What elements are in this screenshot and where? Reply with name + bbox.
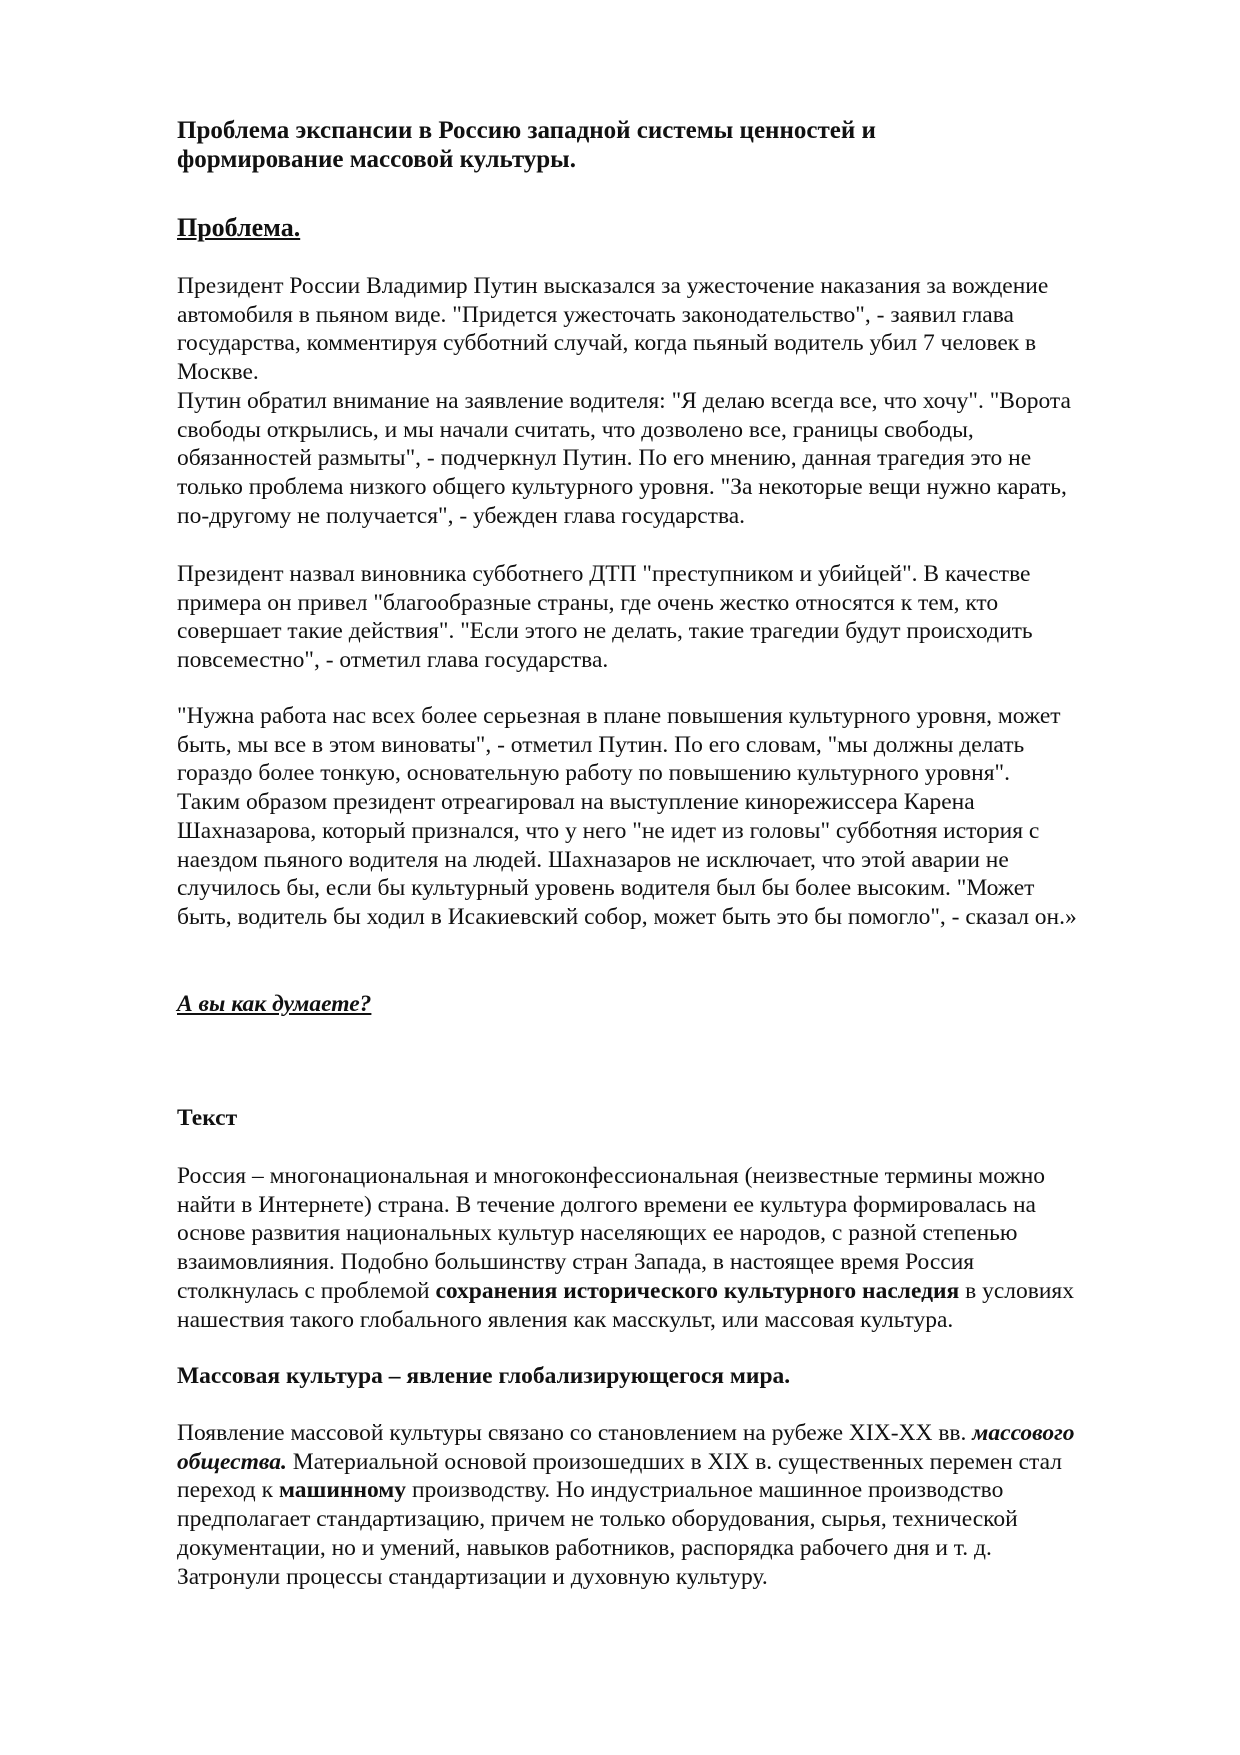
text-line — [177, 1534, 1177, 1563]
text-segment: столкнулась с проблемой — [177, 1277, 436, 1304]
text-segment: в условиях — [959, 1277, 1074, 1304]
question-heading: А вы как думаете? — [177, 991, 372, 1017]
text-segment: найти в Интернете) страна. В течение долгого времени ее культура формировалась на — [177, 1191, 1036, 1218]
text-line: Президент России Владимир Путин высказался за ужесточение наказания за вождение — [177, 273, 1049, 299]
text-line: по-другому не получается", - убежден глава государства. — [177, 502, 746, 529]
text-line: обязанностей размыты", - подчеркнул Путин. По его мнению, данная трагедия это не — [177, 445, 1032, 472]
text-line: повсеместно", - отметил глава государства. — [177, 647, 609, 674]
text-segment: взаимовлияния. Подобно большинству стран Запада, в настоящее время Россия — [177, 1249, 975, 1276]
text-segment: переход к — [177, 1477, 279, 1504]
text-line: только проблема низкого общего культурного уровня. "За некоторые вещи нужно карать, — [177, 473, 1067, 500]
text-segment: Затронули процессы стандартизации и духовную культуру. — [177, 1563, 768, 1590]
text-segment: Россия – многонациональная и многоконфессиональная (неизвестные термины можно — [177, 1163, 1046, 1189]
text-line — [177, 1448, 1177, 1477]
text-segment: Материальной основой произошедших в XIX в. существенных перемен стал — [286, 1448, 1062, 1475]
text-segment: производству. Но индустриальное машинное производство — [406, 1477, 1004, 1504]
emphasis-text: сохранения исторического культурного наследия — [435, 1277, 960, 1304]
text-line — [177, 1162, 1177, 1191]
title-line: Проблема экспансии в Россию западной системы ценностей и — [177, 117, 876, 144]
section-heading-text: Текст — [177, 1105, 238, 1131]
text-line: Таким образом президент отреагировал на выступление кинорежиссера Карена — [177, 789, 975, 816]
text-segment: основе развития национальных культур населяющих ее народов, с разной степенью — [177, 1220, 1018, 1247]
text-line — [177, 1505, 1177, 1534]
text-segment: Появление массовой культуры связано со становлением на рубеже XIX-XX вв. — [177, 1420, 973, 1446]
text-line: государства, комментируя субботний случай, когда пьяный водитель убил 7 человек в — [177, 330, 1037, 357]
document-title — [177, 116, 1177, 174]
section-heading-problem: Проблема. — [177, 213, 301, 242]
paragraph-news-2 — [177, 560, 1177, 675]
text-line: Шахназарова, который признался, что у него "не идет из головы" субботняя история с — [177, 817, 1040, 844]
text-segment: нашествия такого глобального явления как масскульт, или массовая культура. — [177, 1306, 954, 1333]
text-line — [177, 1191, 1177, 1220]
paragraph-news-3 — [177, 702, 1177, 932]
text-line: быть, мы все в этом виноваты", - отметил Путин. По его словам, "мы должны делать — [177, 731, 1025, 758]
text-line — [177, 1219, 1177, 1248]
text-line: гораздо более тонкую, основательную работу по повышению культурного уровня". — [177, 760, 1011, 787]
text-line: Путин обратил внимание на заявление водителя: "Я делаю всегда все, что хочу". "Ворота — [177, 387, 1071, 414]
text-line — [177, 1476, 1177, 1505]
text-line: свободы открылись, и мы начали считать, что дозволено все, границы свободы, — [177, 416, 974, 443]
text-line: случилось бы, если бы культурный уровень водителя был бы более высоким. "Может — [177, 875, 1035, 902]
text-line: Президент назвал виновника субботнего ДТП "преступником и убийцей". В качестве — [177, 561, 1031, 587]
text-line — [177, 1248, 1177, 1277]
text-segment: предполагает стандартизацию, причем не только оборудования, сырья, технической — [177, 1506, 1018, 1533]
text-line: Москве. — [177, 359, 259, 386]
paragraph-russia — [177, 1162, 1177, 1334]
paragraph-news-1 — [177, 272, 1177, 530]
title-line: формирование массовой культуры. — [177, 146, 576, 173]
text-line — [177, 1306, 1177, 1335]
text-line — [177, 1419, 1177, 1448]
text-segment: документации, но и умений, навыков работников, распорядка рабочего дня и т. д. — [177, 1534, 992, 1561]
emphasis-text: массового — [972, 1420, 1075, 1446]
text-line — [177, 1277, 1177, 1306]
text-line: "Нужна работа нас всех более серьезная в плане повышения культурного уровня, может — [177, 703, 1061, 729]
emphasis-text: общества. — [177, 1448, 287, 1475]
text-line: совершает такие действия". "Если этого не делать, такие трагедии будут происходить — [177, 618, 1033, 645]
paragraph-mass-society — [177, 1419, 1177, 1591]
text-line: примера он привел "благообразные страны, где очень жестко относятся к тем, кто — [177, 589, 999, 616]
text-line: автомобиля в пьяном виде. "Придется ужесточать законодательство", - заявил глава — [177, 301, 1014, 328]
text-line — [177, 1563, 1177, 1592]
text-line: быть, водитель бы ходил в Исакиевский собор, может быть это бы помогло", - сказал он.» — [177, 903, 1077, 930]
text-line: наездом пьяного водителя на людей. Шахназаров не исключает, что этой аварии не — [177, 846, 1009, 873]
emphasis-text: машинному — [278, 1477, 407, 1504]
subheading-mass-culture: Массовая культура – явление глобализирующегося мира. — [177, 1363, 791, 1389]
